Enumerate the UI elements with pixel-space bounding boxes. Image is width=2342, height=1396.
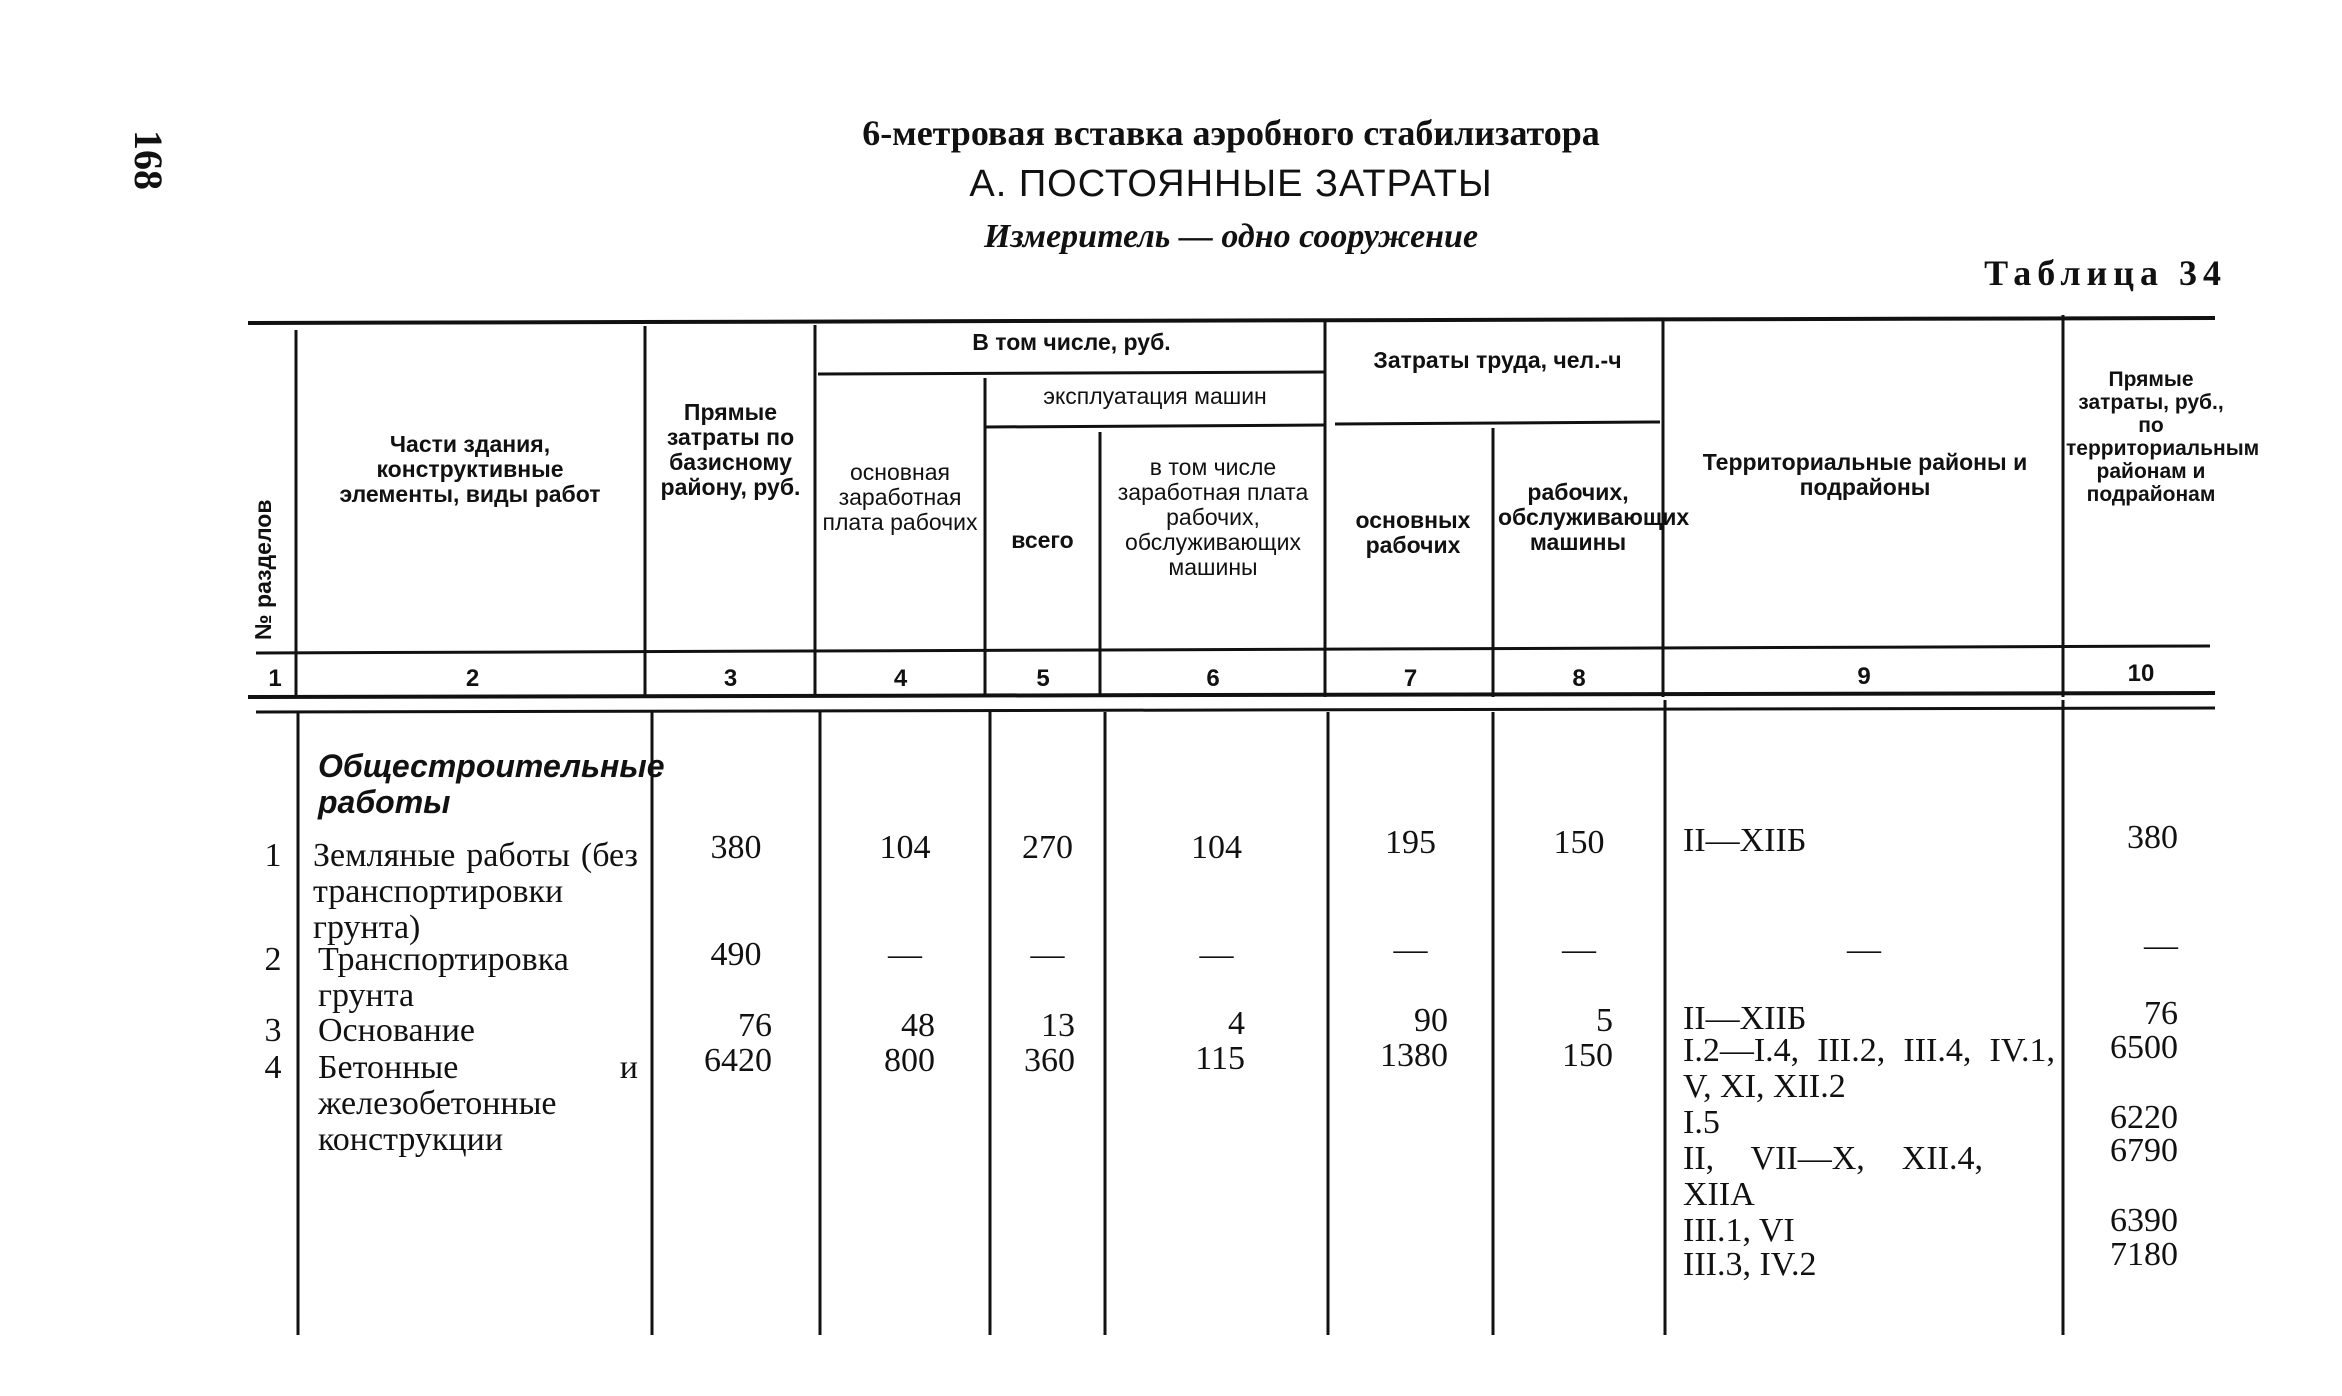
header-col8: рабочих, обслуживающих машины: [1498, 479, 1690, 555]
header-section-no: № разделов: [250, 499, 276, 640]
col-number: 6: [1206, 665, 1220, 692]
row4-cost-1: 6500: [2110, 1029, 2178, 1066]
row1-c7: 195: [1385, 824, 1436, 861]
row2-c7: —: [1393, 931, 1428, 968]
header-col10: Прямые затраты, руб., по территориальным районам и подрайонам: [2066, 368, 2260, 506]
row2-name: Транспортировка грунта: [318, 941, 569, 1014]
row2-region: —: [1847, 931, 1881, 968]
row3-c7: 90: [1414, 1002, 1448, 1039]
row4-region-2: I.5: [1683, 1104, 1720, 1141]
row4-region-1: I.2—I.4, III.2, III.4, IV.1, V, XI, XII.2: [1683, 1032, 2055, 1105]
document-title: 6-метровая вставка аэробного стабилизатора: [862, 113, 1600, 153]
col-number: 8: [1572, 665, 1586, 692]
header-group-machines: эксплуатация машин: [1043, 383, 1267, 409]
header-col5: всего: [1011, 527, 1074, 553]
row1-c6: 104: [1191, 829, 1242, 866]
col-number: 9: [1857, 663, 1871, 690]
row4-c5: 360: [1024, 1042, 1075, 1079]
row1-name: Земляные работы (без транспортировки грунта): [313, 837, 638, 946]
row4-region-3: II, VII—X, XII.4, XIIA: [1683, 1140, 1983, 1213]
row4-cost-5: 7180: [2110, 1236, 2178, 1273]
row3-c6: 4: [1228, 1005, 1245, 1042]
row4-cost-2: 6220: [2110, 1099, 2178, 1136]
row2-no: 2: [264, 941, 282, 978]
row2-c4: —: [888, 936, 922, 973]
row3-c4: 48: [901, 1007, 935, 1044]
row3-c5: 13: [1041, 1007, 1075, 1044]
table-caption: Таблица 34: [1984, 253, 2227, 293]
col-number: 5: [1036, 665, 1050, 692]
row1-c5: 270: [1022, 829, 1073, 866]
col-number: 3: [723, 665, 738, 692]
header-col9: Территориальные районы и подрайоны: [1702, 449, 2028, 500]
row3-c3: 76: [738, 1007, 772, 1044]
measure-unit: Измеритель — одно сооружение: [983, 218, 1479, 255]
header-group-including: В том числе, руб.: [972, 329, 1171, 355]
row2-c8: —: [1562, 931, 1596, 968]
row4-c3: 6420: [704, 1042, 772, 1079]
row2-c6: —: [1199, 936, 1234, 973]
section-subtitle: А. ПОСТОЯННЫЕ ЗАТРАТЫ: [969, 163, 1493, 205]
header-col6: в том числе заработная плата рабочих, обслуживающих машины: [1117, 454, 1309, 580]
row3-no: 3: [264, 1012, 282, 1049]
row1-region: II—XIIБ: [1683, 822, 1807, 859]
page-number: 168: [126, 130, 171, 190]
row4-cost-3: 6790: [2110, 1132, 2178, 1169]
row2-cost: —: [2144, 927, 2178, 964]
row3-region: II—XIIБ: [1683, 1000, 1807, 1037]
row4-cost-4: 6390: [2110, 1202, 2178, 1239]
row4-c6: 115: [1195, 1040, 1245, 1077]
row4-c4: 800: [884, 1042, 935, 1079]
col-number: 7: [1403, 665, 1418, 692]
row1-cost: 380: [2127, 819, 2178, 856]
row1-no: 1: [264, 837, 282, 874]
header-group-labor: Затраты труда, чел.-ч: [1373, 347, 1622, 373]
row1-c8: 150: [1553, 824, 1605, 861]
row2-c5: —: [1030, 936, 1065, 973]
row4-no: 4: [264, 1049, 282, 1086]
header-col3: Прямые затраты по базисному району, руб.: [660, 399, 801, 500]
row1-c3: 380: [710, 829, 762, 866]
section-title: Общестроительные работы: [318, 748, 665, 820]
row3-cost: 76: [2144, 995, 2178, 1032]
row4-name: Бетонные и железобетонные конструкции: [318, 1049, 638, 1158]
row4-region-5: III.3, IV.2: [1683, 1246, 1817, 1283]
header-col4: основная заработная плата рабочих: [822, 459, 978, 535]
col-number: 1: [268, 665, 282, 692]
header-col2: Части здания, конструктивные элементы, виды работ: [339, 431, 601, 507]
row4-c7: 1380: [1380, 1037, 1448, 1074]
row1-c4: 104: [879, 829, 931, 866]
col-number: 4: [893, 665, 908, 692]
row3-name: Основание: [318, 1012, 476, 1049]
col-number: 10: [2127, 660, 2155, 687]
row3-c8: 5: [1596, 1002, 1613, 1039]
row4-region-4: III.1, VI: [1683, 1212, 1795, 1249]
col-number: 2: [465, 665, 480, 692]
row4-c8: 150: [1562, 1037, 1613, 1074]
header-col7: основных рабочих: [1355, 507, 1471, 558]
row2-c3: 490: [710, 936, 762, 973]
